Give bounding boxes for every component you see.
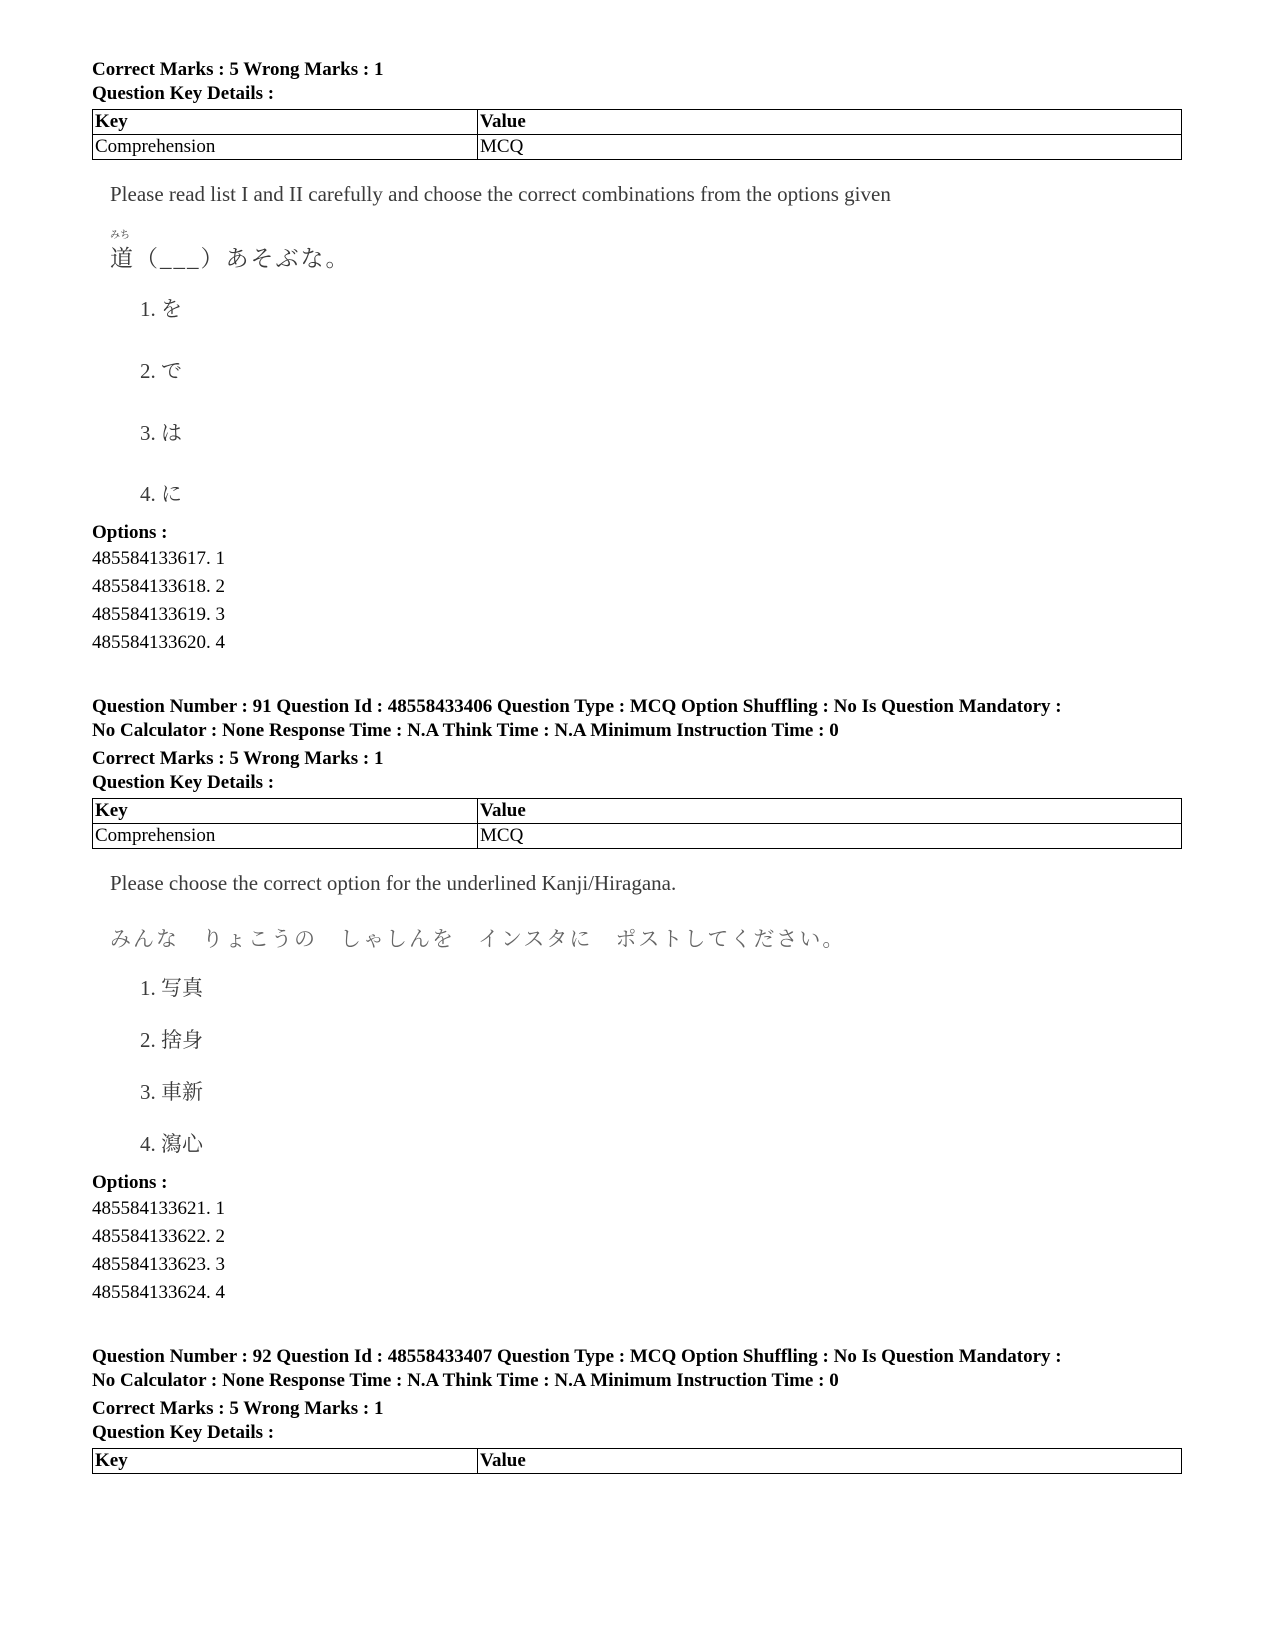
table-header-key: Key (93, 110, 478, 135)
table-header-row (93, 799, 1182, 824)
question-header-line2: No Calculator : None Response Time : N.A Think Time : N.A Minimum Instruction Time : 0 (92, 1370, 839, 1391)
question-header-line1: Question Number : 91 Question Id : 48558433406 Question Type : MCQ Option Shuffling : No Is Question Mandatory : (92, 696, 1062, 717)
question-statement (110, 230, 1182, 280)
table-header-value: Value (478, 799, 1182, 824)
table-header-value: Value (478, 1449, 1182, 1474)
choice-item: 3. は (140, 421, 182, 445)
option-item: 485584133624. 4 (92, 1282, 225, 1303)
choice-item: 4. に (140, 482, 182, 506)
table-header-key: Key (93, 1449, 478, 1474)
choice-item: 2. で (140, 359, 182, 383)
option-item: 485584133619. 3 (92, 604, 225, 625)
document-page (92, 58, 1182, 1474)
kanji: 道 (110, 246, 135, 271)
question-image (92, 182, 1182, 515)
option-item: 485584133623. 3 (92, 1254, 225, 1275)
table-header-row (93, 1449, 1182, 1474)
option-item: 485584133620. 4 (92, 632, 225, 653)
key-details-label: Question Key Details : (92, 83, 275, 104)
question-image (92, 871, 1182, 1163)
furigana: みち (110, 230, 130, 241)
options-label: Options : (92, 522, 168, 543)
options-label: Options : (92, 1172, 168, 1193)
table-cell-key: Comprehension (93, 824, 478, 849)
table-cell-value: MCQ (478, 135, 1182, 160)
option-item: 485584133621. 1 (92, 1198, 225, 1219)
choice-item: 4. 瀉心 (140, 1132, 203, 1156)
statement-rest: （___）あそぶな。 (135, 246, 351, 271)
choice-item: 1. 写真 (140, 976, 203, 1000)
question-text: Please choose the correct option for the underlined Kanji/Hiragana. (110, 871, 677, 895)
question-statement: みんな りょこうの しゃしんを インスタに ポストしてください。 (110, 927, 846, 951)
question-block-92 (92, 1345, 1182, 1474)
key-value-table (92, 798, 1182, 849)
marks-line: Correct Marks : 5 Wrong Marks : 1 (92, 1398, 384, 1419)
option-item: 485584133622. 2 (92, 1226, 225, 1247)
choice-item: 2. 捨身 (140, 1028, 203, 1052)
choice-item: 3. 車新 (140, 1080, 203, 1104)
table-header-key: Key (93, 799, 478, 824)
key-value-table (92, 109, 1182, 160)
key-details-label: Question Key Details : (92, 772, 275, 793)
question-block-90 (92, 58, 1182, 657)
question-header-line2: No Calculator : None Response Time : N.A Think Time : N.A Minimum Instruction Time : 0 (92, 720, 839, 741)
choice-item: 1. を (140, 297, 182, 321)
table-cell-key: Comprehension (93, 135, 478, 160)
option-item: 485584133618. 2 (92, 576, 225, 597)
key-details-label: Question Key Details : (92, 1422, 275, 1443)
question-text: Please read list I and II carefully and choose the correct combinations from the options given (110, 182, 891, 206)
question-header-line1: Question Number : 92 Question Id : 48558433407 Question Type : MCQ Option Shuffling : No Is Question Mandatory : (92, 1346, 1062, 1367)
table-header-row (93, 110, 1182, 135)
question-block-91 (92, 695, 1182, 1307)
kanji-with-furigana (110, 230, 135, 273)
option-item: 485584133617. 1 (92, 548, 225, 569)
marks-line: Correct Marks : 5 Wrong Marks : 1 (92, 59, 384, 80)
marks-line: Correct Marks : 5 Wrong Marks : 1 (92, 748, 384, 769)
table-cell-value: MCQ (478, 824, 1182, 849)
table-header-value: Value (478, 110, 1182, 135)
table-row (93, 824, 1182, 849)
key-value-table (92, 1448, 1182, 1474)
table-row (93, 135, 1182, 160)
